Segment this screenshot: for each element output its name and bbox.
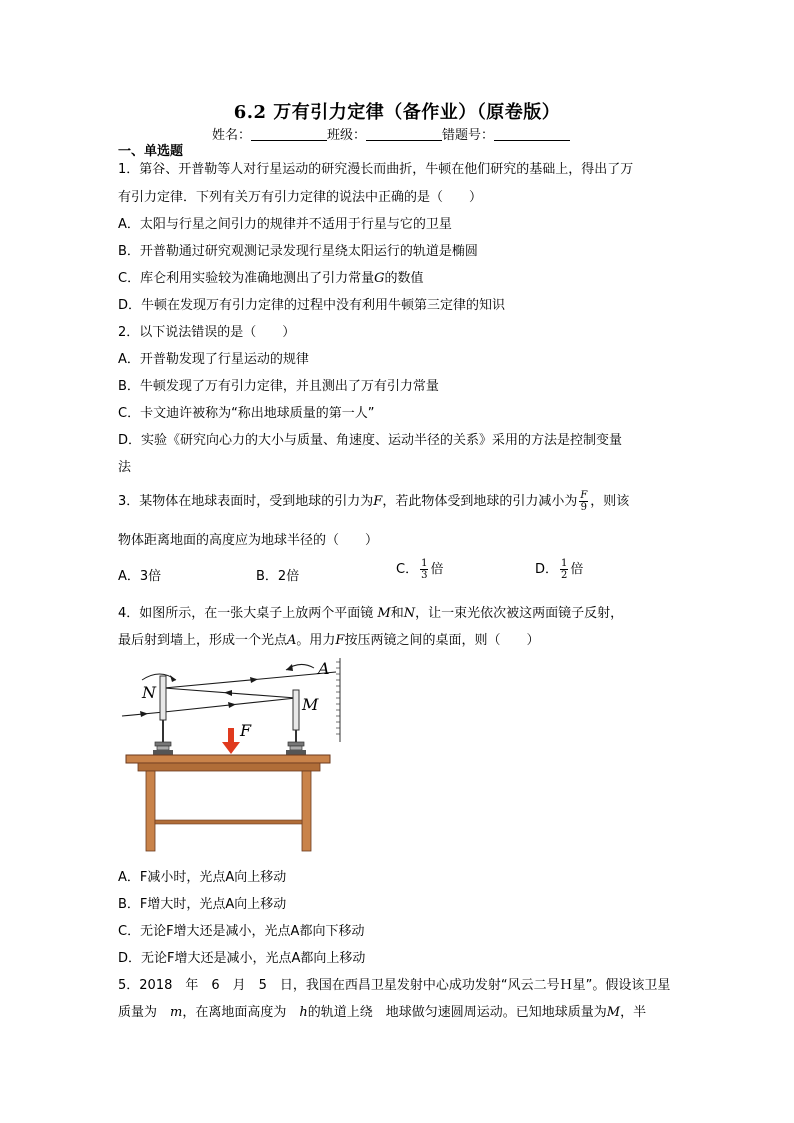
name-label: 姓名：	[212, 128, 252, 143]
q4-option-a: A．F减小时，光点A向上移动	[118, 870, 287, 885]
q3-stem-line1	[118, 490, 629, 513]
q3-frac-num: F	[580, 490, 588, 501]
q1-option-d: D．牛顿在发现万有引力定律的过程中没有利用牛顿第三定律的知识	[118, 298, 506, 313]
table-apron	[138, 763, 320, 771]
class-label: 班级：	[327, 128, 367, 143]
q4-l1-post: ，让一束光依次被这两面镜子反射，	[415, 606, 624, 621]
q4-var-m: M	[377, 606, 391, 621]
q5-l2-post: 的轨道上绕 地球做匀速圆周运动。已知地球质量为	[307, 1005, 607, 1020]
q4-l1-pre: 4．如图所示，在一张大桌子上放两个平面镜	[118, 606, 374, 621]
q4-var-a: A	[287, 633, 297, 648]
mirror-m	[293, 690, 299, 730]
q1-stem-line1: 1．第谷、开普勒等人对行星运动的研究漫长而曲折，牛顿在他们研究的基础上，得出了万	[118, 162, 634, 177]
q5-l2-end: ，半	[620, 1005, 647, 1020]
q5-l2-mid: ，在离地面高度为	[182, 1005, 300, 1020]
q4-option-c: C．无论F增大还是减小，光点A都向下移动	[118, 924, 365, 939]
q2-option-b: B．牛顿发现了万有引力定律，并且测出了万有引力常量	[118, 379, 439, 394]
label-m: M	[302, 695, 319, 714]
q1-c-text-end: 的数值	[384, 271, 424, 286]
q3-frac-den: 9	[580, 502, 587, 513]
q1-stem-line2: 有引力定律．下列有关万有引力定律的说法中正确的是（ ）	[118, 190, 483, 205]
q2-option-d-line2: 法	[118, 460, 132, 475]
mirror-n	[160, 676, 166, 720]
force-arrow-shaft	[228, 728, 234, 744]
force-arrow-head	[222, 742, 240, 754]
q3-var-f: F	[373, 494, 383, 509]
class-blank[interactable]	[366, 127, 442, 141]
q5-var-h: h	[299, 1005, 308, 1020]
q3-c-fraction	[420, 558, 428, 581]
q4-option-b: B．F增大时，光点A向上移动	[118, 897, 287, 912]
table-top	[126, 755, 330, 763]
error-label: 错题号：	[442, 128, 495, 143]
label-f: F	[240, 721, 252, 740]
q3-option-b: B．2倍	[256, 569, 300, 584]
q3-stem-line2: 物体距离地面的高度应为地球半径的（ ）	[118, 533, 379, 548]
q3-d-den: 2	[561, 570, 568, 581]
q5-stem-line1: 5．2018 年 6 月 5 日，我国在西昌卫星发射中心成功发射“风云二号Ｈ星”。假设该卫星	[118, 978, 671, 993]
q3-option-a: A．3倍	[118, 569, 162, 584]
wall-scale	[336, 662, 340, 734]
q5-stem-line2	[118, 1001, 646, 1020]
q3-c-pre: C．	[396, 562, 419, 577]
q1-option-c	[118, 267, 423, 286]
section-heading: 一、单选题	[118, 144, 184, 159]
q3-stem-pre: 3．某物体在地球表面时，受到地球的引力为	[118, 494, 374, 509]
q3-c-post: 倍	[430, 562, 444, 577]
q2-option-c: C．卡文迪许被称为“称出地球质量的第一人”	[118, 406, 375, 421]
q4-option-d: D．无论F增大还是减小，光点A都向上移动	[118, 951, 366, 966]
q3-option-c	[396, 558, 443, 581]
q5-l2-pre: 质量为	[118, 1005, 171, 1020]
ray-arrowheads	[140, 677, 258, 717]
q1-option-a: A．太阳与行星之间引力的规律并不适用于行星与它的卫星	[118, 217, 452, 232]
table-leg-left	[146, 771, 155, 851]
q4-l2-mid: 。用力	[296, 633, 336, 648]
table-leg-right	[302, 771, 311, 851]
q1-c-text: C．库仑利用实验较为准确地测出了引力常量	[118, 271, 375, 286]
table-stretcher	[155, 820, 302, 824]
q4-and: 和	[390, 606, 404, 621]
q3-option-d	[535, 558, 583, 581]
student-info-line	[212, 124, 570, 143]
q4-l2-pre: 最后射到墙上，形成一个光点	[118, 633, 288, 648]
q1-option-b: B．开普勒通过研究观测记录发现行星绕太阳运行的轨道是椭圆	[118, 244, 478, 259]
q4-var-n: N	[403, 606, 416, 621]
q5-var-big-m: M	[606, 1005, 621, 1020]
page-title	[0, 98, 794, 124]
q3-c-den: 3	[421, 570, 428, 581]
title-text: 万有引力定律（备作业）（原卷版）	[273, 102, 561, 123]
q4-stem-line2	[118, 629, 539, 648]
name-blank[interactable]	[251, 127, 327, 141]
q3-d-post: 倍	[570, 562, 584, 577]
q3-stem-mid: ，若此物体受到地球的引力减小为	[382, 494, 578, 509]
q2-stem: 2．以下说法错误的是（ ）	[118, 325, 296, 340]
q3-c-num: 1	[421, 558, 428, 569]
q4-l2-post: 按压两镜之间的桌面，则（ ）	[344, 633, 540, 648]
q4-var-f: F	[335, 633, 345, 648]
q2-option-a: A．开普勒发现了行星运动的规律	[118, 352, 309, 367]
q4-figure-mirrors-table	[118, 654, 348, 854]
q3-d-fraction	[560, 558, 568, 581]
q4-stem-line1	[118, 602, 623, 621]
q3-d-pre: D．	[535, 562, 559, 577]
label-a: A	[318, 659, 330, 678]
q3-d-num: 1	[561, 558, 568, 569]
q5-var-m: m	[170, 1005, 183, 1020]
q1-c-var: G	[374, 271, 385, 286]
label-n: N	[142, 683, 156, 702]
q3-fraction	[579, 490, 588, 513]
q2-option-d-line1: D．实验《研究向心力的大小与质量、角速度、运动半径的关系》采用的方法是控制变量	[118, 433, 623, 448]
error-blank[interactable]	[494, 127, 570, 141]
q3-stem-post: ，则该	[590, 494, 630, 509]
title-number: 6.2	[233, 102, 267, 123]
